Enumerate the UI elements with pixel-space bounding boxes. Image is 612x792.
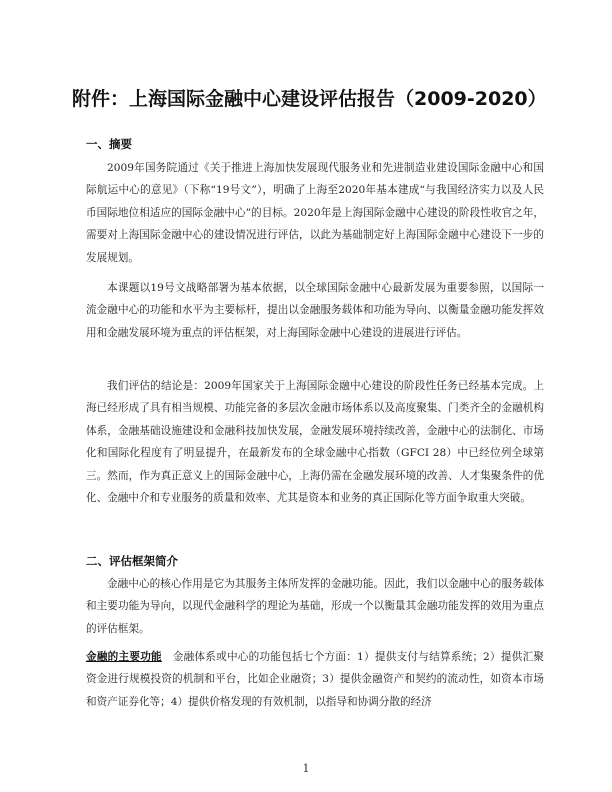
functions-text: 金融体系或中心的功能包括七个方面：1）提供支付与结算系统；2）提供汇聚资金进行规模投资的机制和平台，比如企业融资；3）提供金融资产和契约的流动性，如资本市场和资产证券化等；4）提供价格发现的有效机制，以指导和协调分散的经济 — [86, 651, 545, 708]
summary-paragraph-2: 本课题以19号文战略部署为基本依据，以全球国际金融中心最新发展为重要参照，以国际一流金融中心的功能和水平为主要标杆，提出以金融服务载体和功能为导向、以衡量金融功能发挥效用和金融发展环境为重点的评估框架，对上海国际金融中心建设的进展进行评估。 — [86, 282, 544, 339]
summary-paragraph-3: 我们评估的结论是：2009年国家关于上海国际金融中心建设的阶段性任务已经基本完成。上海已经形成了具有相当规模、功能完备的多层次金融市场体系以及高度聚集、门类齐全的金融机构体系，金融基础设施建设和金融科技加快发展，金融发展环境持续改善，金融中心的法制化、市场化和国际化程度有了明显提升，在最新发布的全球金融中心指数（GFCI 28）中已经位列全球第三。然而，作为真正意义上的国际金融中心，上海仍需在金融发展环境的改善、人才集聚条件的优化、金融中介和专业服务的质量和效率、尤其是资本和业务的真正国际化等方面争取重大突破。 — [86, 380, 544, 505]
term-main-functions: 金融的主要功能 — [86, 651, 162, 663]
document-title: 附件：上海国际金融中心建设评估报告（2009-2020） — [72, 88, 547, 110]
framework-functions-paragraph — [86, 646, 544, 713]
section-heading-framework: 二、评估框架简介 — [86, 554, 178, 568]
section-heading-summary: 一、摘要 — [86, 137, 132, 151]
page-number: 1 — [302, 762, 310, 775]
summary-paragraph-1: 2009年国务院通过《关于推进上海加快发展现代服务业和先进制造业建设国际金融中心和国际航运中心的意见》（下称“19号文”），明确了上海至2020年基本建成“与我国经济实力以及人民币国际地位相适应的国际金融中心”的目标。2020年是上海国际金融中心建设的阶段性收官之年，需要对上海国际金融中心的建设情况进行评估，以此为基础制定好上海国际金融中心建设下一步的发展规划。 — [86, 162, 544, 264]
framework-paragraph-1: 金融中心的核心作用是它为其服务主体所发挥的金融功能。因此，我们以金融中心的服务载体和主要功能为导向，以现代金融科学的理论为基础，形成一个以衡量其金融功能发挥的效用为重点的评估框架。 — [86, 578, 544, 635]
